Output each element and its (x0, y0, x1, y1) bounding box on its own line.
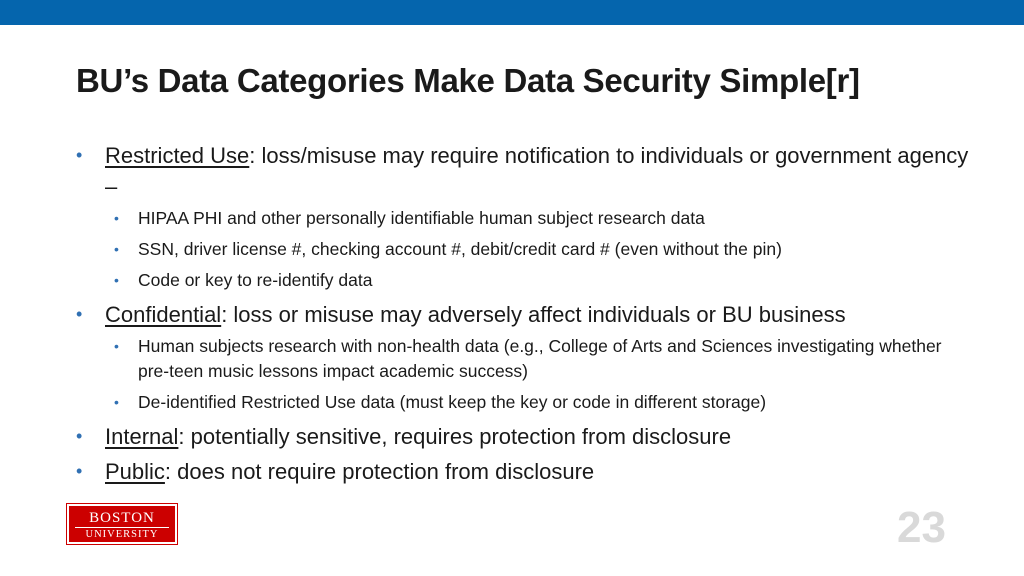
bullet-internal (76, 421, 976, 452)
bullet-restricted-use (76, 140, 976, 202)
bullet-text: : loss/misuse may require notification to individuals or government agency – (105, 143, 969, 199)
sub-bullet (114, 390, 976, 415)
sub-bullet (114, 206, 976, 231)
sub-bullet (114, 334, 976, 384)
sub-bullet-dot-icon: • (114, 272, 119, 288)
bullet-dot-icon: • (76, 426, 83, 446)
bullet-dot-icon: • (76, 145, 83, 165)
bullet-list (76, 140, 976, 491)
slide-title: BU’s Data Categories Make Data Security Simple[r] (76, 62, 860, 99)
term-public: Public (105, 459, 165, 484)
term-restricted-use: Restricted Use (105, 143, 250, 168)
top-accent-bar (0, 0, 1024, 25)
logo-line-2: UNIVERSITY (85, 529, 159, 540)
bullet-confidential (76, 299, 976, 330)
sub-bullet-text: Human subjects research with non-health data (e.g., College of Arts and Sciences investigating whether pre-teen music lessons impact academic success) (138, 336, 942, 381)
sub-bullet-text: SSN, driver license #, checking account #, debit/credit card # (even without the pin) (138, 239, 782, 259)
sub-bullet-text: De-identified Restricted Use data (must keep the key or code in different storage) (138, 392, 767, 412)
sub-bullet-dot-icon: • (114, 210, 119, 226)
term-internal: Internal (105, 424, 179, 449)
term-confidential: Confidential (105, 302, 222, 327)
boston-university-logo (67, 504, 177, 544)
sub-bullet-dot-icon: • (114, 241, 119, 257)
logo-divider (75, 527, 169, 528)
sub-bullet-dot-icon: • (114, 394, 119, 410)
sub-bullet-text: Code or key to re-identify data (138, 270, 373, 290)
bullet-text: : loss or misuse may adversely affect individuals or BU business (221, 302, 846, 327)
page-number: 23 (897, 503, 946, 552)
bullet-dot-icon: • (76, 461, 83, 481)
sub-bullet-dot-icon: • (114, 338, 119, 354)
bullet-text: : potentially sensitive, requires protection from disclosure (178, 424, 732, 449)
bullet-text: : does not require protection from disclosure (164, 459, 595, 484)
sub-bullet-text: HIPAA PHI and other personally identifiable human subject research data (138, 208, 705, 228)
sub-bullet (114, 237, 976, 262)
sub-bullet (114, 268, 976, 293)
bullet-dot-icon: • (76, 304, 83, 324)
bullet-public (76, 456, 976, 487)
logo-line-1: BOSTON (89, 510, 155, 526)
